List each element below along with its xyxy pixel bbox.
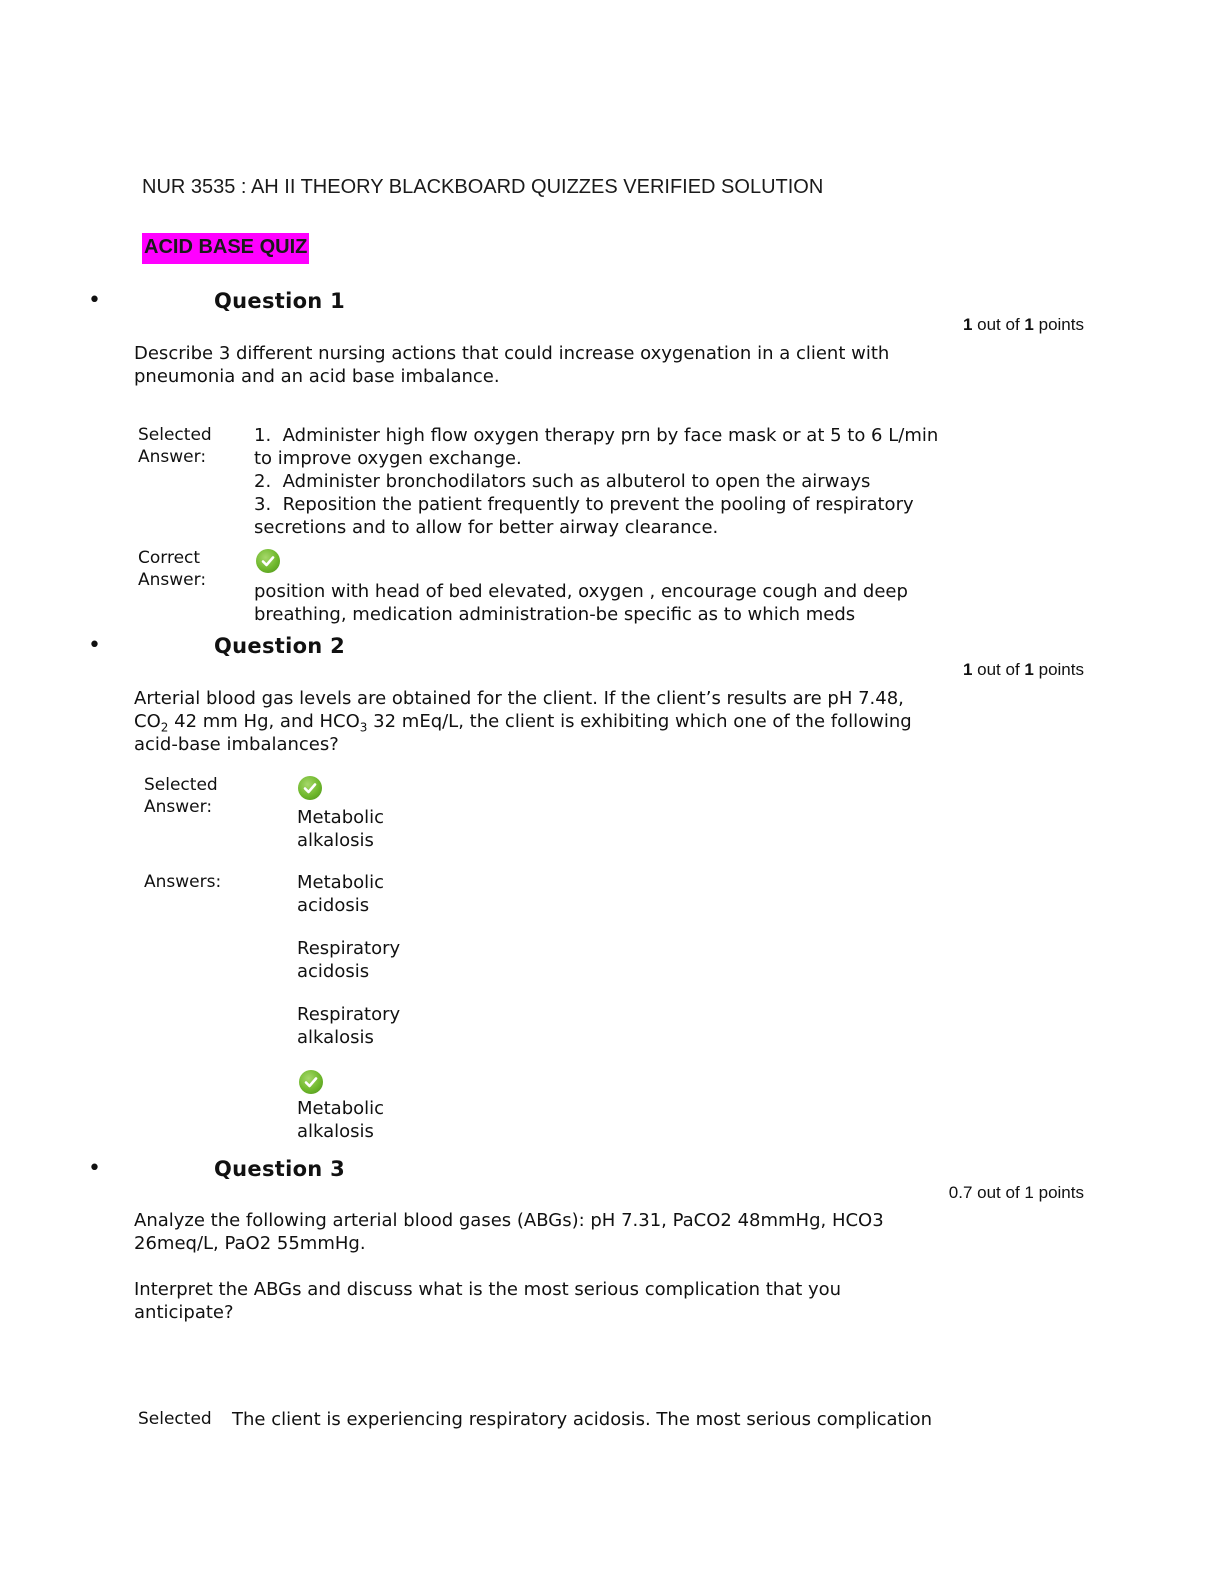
question-2-points (963, 660, 1084, 680)
answer-item-3: 3. Reposition the patient frequently to prevent the pooling of respiratory (254, 494, 914, 515)
answer-option: Respiratory alkalosis (297, 1004, 401, 1048)
question-1-correct-answer: position with head of bed elevated, oxygen , encourage cough and deep breathing, medication administration-be specific as to which meds (254, 581, 908, 625)
out-of-label: out of (977, 660, 1020, 679)
out-of-label: out of (977, 315, 1020, 334)
check-circle-icon (256, 549, 280, 573)
selected-answer-label: Selected (138, 1409, 212, 1429)
score: 1 (962, 315, 973, 334)
question-3-title: Question 3 (214, 1157, 346, 1181)
check-circle-icon (298, 776, 322, 800)
question-2-title: Question 2 (214, 634, 346, 658)
document-title: NUR 3535 : AH II THEORY BLACKBOARD QUIZZES VERIFIED SOLUTION (142, 176, 824, 198)
question-2-text: Arterial blood gas levels are obtained for the client. If the client’s results are pH 7.48, $CO_2$ 42 mm Hg, and $HCO_3$ 32 mEq/L, the client is exhibiting which one of the following acid-base imbalances? (134, 688, 912, 755)
question-3-text: Analyze the following arterial blood gases (ABGs): pH 7.31, PaCO2 48mmHg, HCO3 26meq/L, PaO2 55mmHg. Interpret the ABGs and discuss what is the most serious complication that you anticipate? (134, 1210, 884, 1323)
selected-answer-label: Selected Answer: (144, 775, 218, 817)
bullet: • (88, 633, 101, 658)
answer-option: Respiratory acidosis (297, 938, 401, 982)
answer-item-2: 2. Administer bronchodilators such as albuterol to open the airways (254, 471, 871, 492)
question-1-points (963, 315, 1084, 335)
answer-option-correct: Metabolic alkalosis (297, 1098, 385, 1142)
points-label: points (1038, 1183, 1084, 1202)
question-1-text: Describe 3 different nursing actions that could increase oxygenation in a client with pneumonia and an acid base imbalance. (134, 343, 890, 387)
question-3-points (949, 1183, 1084, 1203)
question-1-selected-answer: 1. Administer high flow oxygen therapy prn by face mask or at 5 to 6 L/min to improve oxygen exchange. 2. Administer bronchodilators such as albuterol to open the airways 3. Reposition the patient frequently to prevent the pooling of respiratory secretions and to allow for better airway clearance. (254, 424, 1014, 539)
points-label: points (1038, 660, 1084, 679)
score: 1 (962, 660, 973, 679)
max-score: 1 (1024, 660, 1034, 679)
bullet: • (88, 1156, 101, 1181)
max-score: 1 (1024, 315, 1034, 334)
correct-answer-label: Correct Answer: (138, 548, 207, 590)
question-3-selected-answer: The client is experiencing respiratory acidosis. The most serious complication (232, 1409, 932, 1430)
question-1-title: Question 1 (214, 289, 346, 313)
points-label: points (1038, 315, 1084, 334)
bullet: • (88, 288, 101, 313)
max-score: 1 (1024, 1183, 1034, 1202)
score: 0.7 (948, 1183, 973, 1202)
out-of-label: out of (977, 1183, 1020, 1202)
check-circle-icon (299, 1070, 323, 1094)
question-2-selected-answer: Metabolic alkalosis (297, 807, 385, 851)
quiz-label: ACID BASE QUIZ (142, 233, 309, 264)
answer-option: Metabolic acidosis (297, 872, 385, 916)
answer-item-1: 1. Administer high flow oxygen therapy prn by face mask or at 5 to 6 L/min (254, 425, 939, 446)
answers-label: Answers: (144, 872, 222, 892)
selected-answer-label: Selected Answer: (138, 425, 212, 467)
